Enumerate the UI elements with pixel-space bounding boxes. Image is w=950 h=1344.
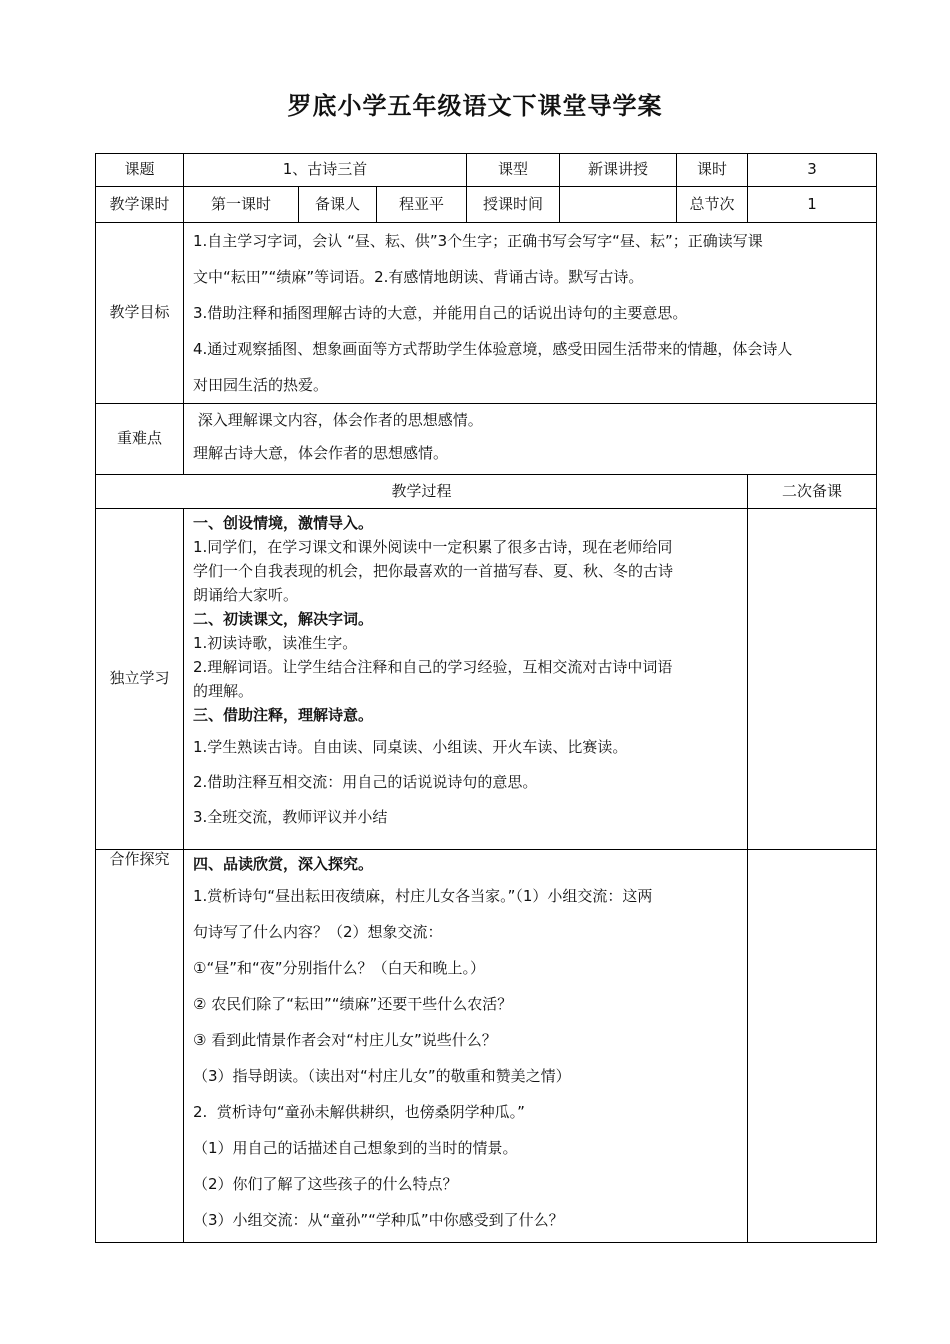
time-value <box>560 187 677 223</box>
content-line: ③ 看到此情景作者会对“村庄儿女”说些什么？ <box>193 1031 497 1049</box>
difficulty-label: 重难点 <box>96 404 184 475</box>
content-line: 1.学生熟读古诗。自由读、同桌读、小组读、开火车读、比赛读。 <box>193 738 628 756</box>
content-line: 学们一个自我表现的机会，把你最喜欢的一首描写春、夏、秋、冬的古诗 <box>193 562 674 580</box>
session-label: 教学课时 <box>96 187 184 223</box>
type-label: 课型 <box>467 154 560 187</box>
goal-line: 3.借助注释和插图理解古诗的大意，并能用自己的话说出诗句的主要意思。 <box>193 304 688 322</box>
session-value: 第一课时 <box>184 187 299 223</box>
goal-line: 4.通过观察插图、想象画面等方式帮助学生体验意境，感受田园生活带来的情趣，体会诗人 <box>193 340 793 358</box>
header-row-2 <box>96 187 877 223</box>
second-prep-cell[interactable] <box>748 509 877 850</box>
content-line: 1.赏析诗句“昼出耘田夜绩麻，村庄儿女各当家。”（1）小组交流：这两 <box>193 887 653 905</box>
content-line: （3）小组交流：从“童孙”“学种瓜”中你感受到了什么？ <box>193 1211 564 1229</box>
content-line: （3）指导朗读。（读出对“村庄儿女”的敬重和赞美之情） <box>193 1067 571 1085</box>
preparer-label: 备课人 <box>299 187 377 223</box>
content-line: ①“昼”和“夜”分别指什么？（白天和晚上。） <box>193 959 486 977</box>
content-line: 2.借助注释互相交流：用自己的话说说诗句的意思。 <box>193 773 538 791</box>
content-line: 3.全班交流，教师评议并小结 <box>193 808 388 826</box>
content-line: 句诗写了什么内容？（2）想象交流： <box>193 923 443 941</box>
content-line: 2.理解词语。让学生结合注释和自己的学习经验，互相交流对古诗中词语 <box>193 658 673 676</box>
content-line: （1）用自己的话描述自己想象到的当时的情景。 <box>193 1139 518 1157</box>
section-heading: 一、创设情境，激情导入。 <box>193 514 374 532</box>
second-prep-cell[interactable] <box>748 850 877 1243</box>
cooperative-row <box>96 850 877 1243</box>
goal-line: 1.自主学习字词，会认 “昼、耘、供”3个生字；正确书写会写字“昼、耘”；正确读写课 <box>193 232 763 250</box>
content-line: 1.初读诗歌，读准生字。 <box>193 634 358 652</box>
header-row-1 <box>96 154 877 187</box>
total-value: 1 <box>748 187 877 223</box>
process-header-row <box>96 475 877 509</box>
hours-value: 3 <box>748 154 877 187</box>
difficulty-row <box>96 404 877 475</box>
goals-label: 教学目标 <box>96 223 184 404</box>
cooperative-label: 合作探究 <box>96 850 184 1243</box>
second-prep-header: 二次备课 <box>748 475 877 509</box>
topic-value: 1、古诗三首 <box>184 154 467 187</box>
goal-line: 文中“耘田”“绩麻”等词语。2.有感情地朗读、背诵古诗。默写古诗。 <box>193 268 644 286</box>
process-header: 教学过程 <box>96 475 748 509</box>
difficulty-line: 理解古诗大意，体会作者的思想感情。 <box>193 444 449 462</box>
goals-content <box>184 223 877 404</box>
goal-line: 对田园生活的热爱。 <box>193 376 329 394</box>
section-heading: 二、初读课文，解决字词。 <box>193 610 374 628</box>
hours-label: 课时 <box>677 154 748 187</box>
preparer-value: 程亚平 <box>377 187 467 223</box>
content-line: ② 农民们除了“耘田”“绩麻”还要干些什么农活？ <box>193 995 513 1013</box>
topic-label: 课题 <box>96 154 184 187</box>
lesson-plan-table <box>95 153 877 1243</box>
time-label: 授课时间 <box>467 187 560 223</box>
content-line: 2. 赏析诗句“童孙未解供耕织，也傍桑阴学种瓜。” <box>193 1103 525 1121</box>
goals-row <box>96 223 877 404</box>
content-line: （2）你们了解了这些孩子的什么特点？ <box>193 1175 458 1193</box>
content-line: 1.同学们，在学习课文和课外阅读中一定积累了很多古诗，现在老师给同 <box>193 538 673 556</box>
independent-content <box>184 509 748 850</box>
total-label: 总节次 <box>677 187 748 223</box>
cooperative-content <box>184 850 748 1243</box>
content-line: 的理解。 <box>193 682 254 700</box>
type-value: 新课讲授 <box>560 154 677 187</box>
difficulty-content <box>184 404 877 475</box>
difficulty-line: 深入理解课文内容，体会作者的思想感情。 <box>193 411 483 429</box>
page-title: 罗底小学五年级语文下课堂导学案 <box>287 92 663 120</box>
section-heading: 四、品读欣赏，深入探究。 <box>193 855 374 873</box>
section-heading: 三、借助注释，理解诗意。 <box>193 706 374 724</box>
independent-row <box>96 509 877 850</box>
content-line: 朗诵给大家听。 <box>193 586 299 604</box>
independent-label: 独立学习 <box>96 509 184 850</box>
